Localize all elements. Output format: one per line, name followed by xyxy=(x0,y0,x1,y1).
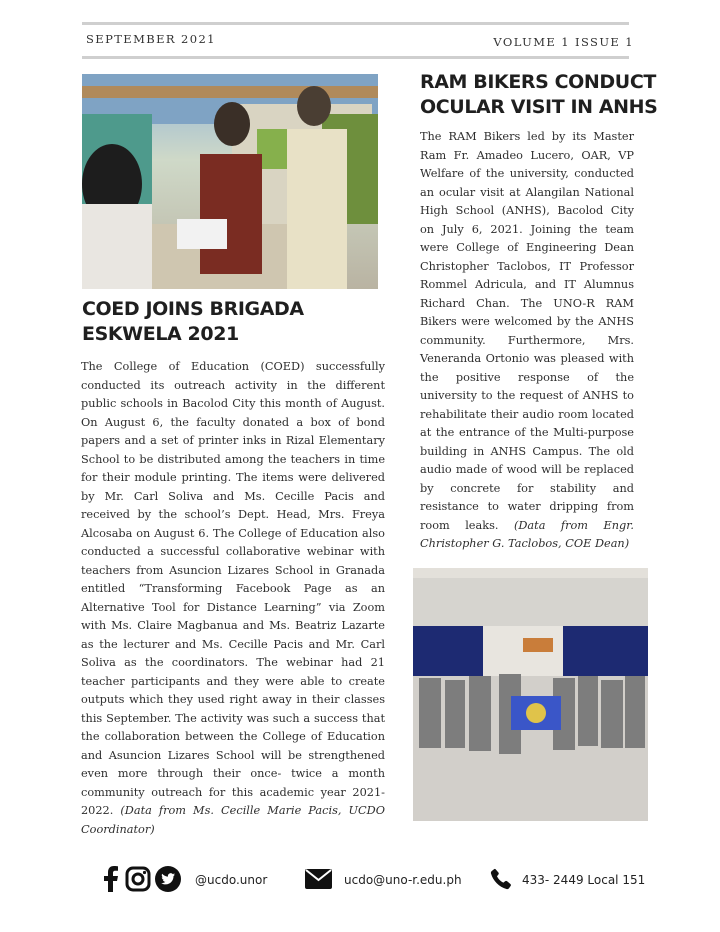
coed-article-citation: (Data from Ms. Cecille Marie Pacis, UCDO Coordinator) xyxy=(81,804,385,836)
facebook-icon[interactable] xyxy=(103,866,119,895)
coed-article-title: COED JOINS BRIGADA ESKWELA 2021 xyxy=(82,298,304,345)
header-rule xyxy=(82,56,629,59)
ram-article-citation: (Data from Engr. Christopher G. Taclobos, COE Dean) xyxy=(420,518,634,550)
top-rule xyxy=(82,22,629,25)
volume-issue: VOLUME 1 ISSUE 1 xyxy=(493,35,634,49)
mail-icon xyxy=(305,869,332,892)
ram-article-body xyxy=(420,128,634,554)
social-handle: @ucdo.unor xyxy=(195,873,268,887)
coed-article-body xyxy=(81,358,385,839)
ram-article-text: The RAM Bikers led by its Master Ram Fr. Amadeo Lucero, OAR, VP Welfare of the university, conducted an ocular visit at Alangilan National High School (ANHS), Bacolod City on July 6, 2021. Joining the team were College of Engineering Dean Christopher Taclobos, IT Professor Rommel Adricula, and IT Alumnus Richard Chan. The UNO-R RAM Bikers were welcomed by the ANHS community. Furthermore, Mrs. Veneranda Ortonio was pleased with the positive response of the university to the request of ANHS to rehabilitate their audio room located at the entrance of the Multi-purpose building in ANHS Campus. The old audio made of wood will be replaced by concrete for stability and resistance to water dripping from room leaks. xyxy=(420,130,634,532)
ram-article-title: RAM BIKERS CONDUCT OCULAR VISIT IN ANHS xyxy=(420,71,658,118)
issue-date: SEPTEMBER 2021 xyxy=(86,32,216,46)
footer xyxy=(0,862,720,898)
email-contact xyxy=(305,862,462,898)
social-links xyxy=(103,862,267,898)
phone-contact xyxy=(489,862,645,898)
phone-number[interactable]: 433- 2449 Local 151 xyxy=(522,873,646,887)
coed-article-text: The College of Education (COED) successfully conducted its outreach activity in the different public schools in Bacolod City this month of August. On August 6, the faculty donated a box of bond papers and a set of printer inks in Rizal Elementary School to be distributed among the teachers in time for their module printing. The items were delivered by Mr. Carl Soliva and Ms. Cecille Pacis and received by the school’s Dept. Head, Mrs. Freya Alcosaba on August 6. The College of Education also conducted a successful collaborative webinar with teachers from Asuncion Lizares School in Granada entitled “Transforming Facebook Page as an Alternative Tool for Distance Learning” via Zoom with Ms. Claire Magbanua and Ms. Beatriz Lazarte as the lecturer and Ms. Cecille Pacis and Mr. Carl Soliva as the coordinators. The webinar had 21 teacher participants and they were able to create outputs which they used right away in their classes this September. The activity was such a success that the collaboration between the College of Education and Asuncion Lizares School will be strengthened even more through their once- twice a month community outreach for this academic year 2021-2022. xyxy=(81,360,385,817)
ram-bikers-group-photo xyxy=(413,568,648,821)
twitter-icon[interactable] xyxy=(155,866,181,895)
coed-donation-photo xyxy=(82,74,378,289)
phone-icon xyxy=(489,867,513,894)
email-address[interactable]: ucdo@uno-r.edu.ph xyxy=(344,873,462,887)
instagram-icon[interactable] xyxy=(125,866,151,895)
